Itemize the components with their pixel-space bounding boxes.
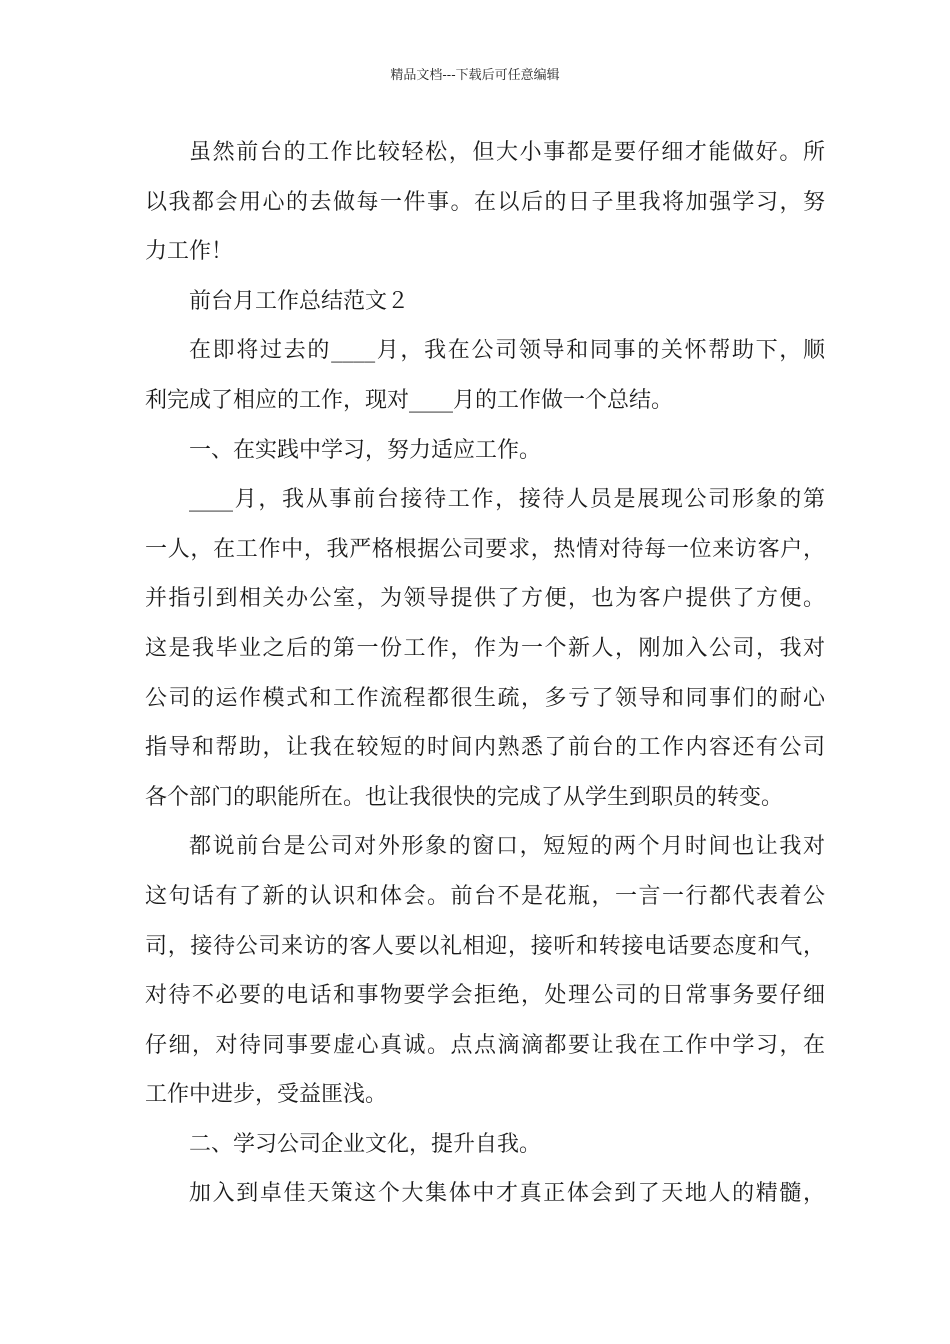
body-line: 指导和帮助，让我在较短的时间内熟悉了前台的工作内容还有公司 <box>145 735 825 761</box>
body-line: 公司的运作模式和工作流程都很生疏，多亏了领导和同事们的耐心 <box>145 685 825 711</box>
body-line: 以我都会用心的去做每一件事。在以后的日子里我将加强学习，努 <box>145 189 825 215</box>
body-line: 在即将过去的____月，我在公司领导和同事的关怀帮助下，顺 <box>189 338 825 364</box>
body-line: ____月，我从事前台接待工作，接待人员是展现公司形象的第 <box>189 487 825 513</box>
subsection-heading: 二、学习公司企业文化，提升自我。 <box>189 1131 542 1157</box>
body-line: 仔细，对待同事要虚心真诚。点点滴滴都要让我在工作中学习，在 <box>145 1032 825 1058</box>
page-header: 精品文档---下载后可任意编辑 <box>390 68 560 83</box>
subsection-heading: 一、在实践中学习，努力适应工作。 <box>189 437 542 463</box>
body-line: 都说前台是公司对外形象的窗口，短短的两个月时间也让我对 <box>189 834 825 860</box>
body-line: 并指引到相关办公室，为领导提供了方便，也为客户提供了方便。 <box>145 586 825 612</box>
body-line: 工作中进步，受益匪浅。 <box>145 1082 388 1108</box>
body-line: 司，接待公司来访的客人要以礼相迎，接听和转接电话要态度和气， <box>145 933 825 959</box>
body-line: 利完成了相应的工作，现对____月的工作做一个总结。 <box>145 387 674 413</box>
body-line: 一人，在工作中，我严格根据公司要求，热情对待每一位来访客户， <box>145 536 825 562</box>
body-line: 这是我毕业之后的第一份工作，作为一个新人，刚加入公司，我对 <box>145 635 825 661</box>
document-body <box>145 128 825 1219</box>
body-line: 加入到卓佳天策这个大集体中才真正体会到了天地人的精髓， <box>189 1181 825 1207</box>
body-line: 各个部门的职能所在。也让我很快的完成了从学生到职员的转变。 <box>145 784 784 810</box>
body-line: 这句话有了新的认识和体会。前台不是花瓶，一言一行都代表着公 <box>145 883 825 909</box>
body-line: 力工作！ <box>145 239 234 265</box>
body-line: 对待不必要的电话和事物要学会拒绝，处理公司的日常事务要仔细 <box>145 983 825 1009</box>
section-title: 前台月工作总结范文２ <box>189 288 410 314</box>
body-line: 虽然前台的工作比较轻松，但大小事都是要仔细才能做好。所 <box>189 140 825 165</box>
